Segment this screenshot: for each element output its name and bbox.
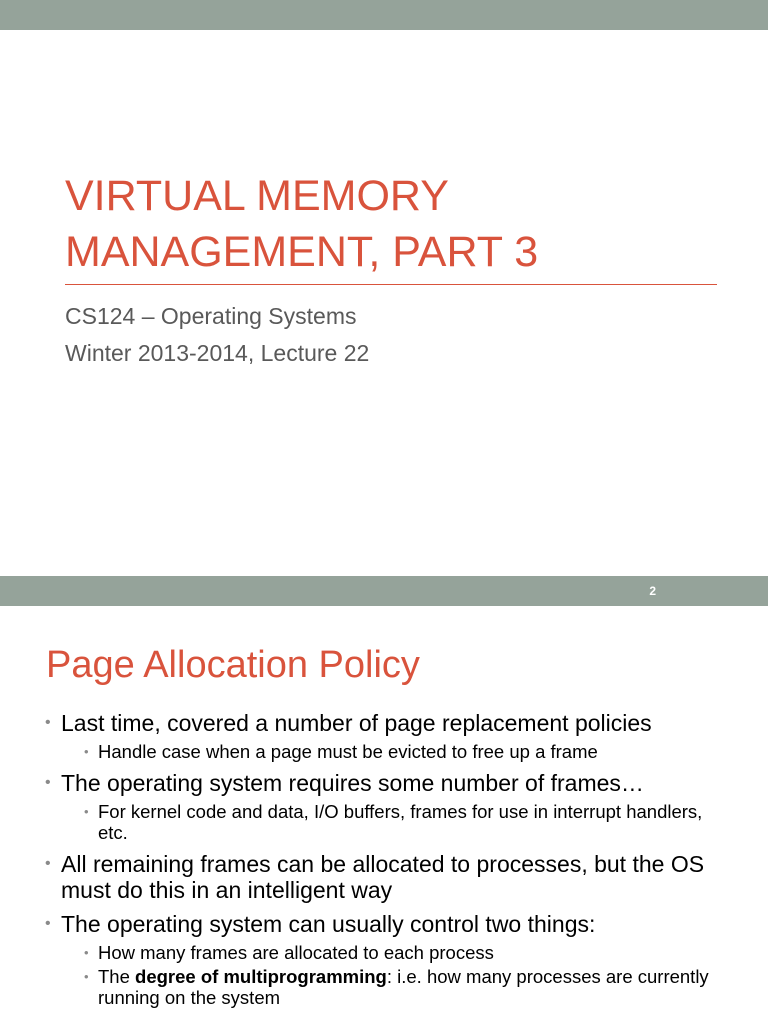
bullet-list — [44, 710, 734, 1008]
lecture-info: Winter 2013-2014, Lecture 22 — [65, 340, 370, 366]
slide-heading: Page Allocation Policy — [46, 644, 420, 686]
slide-subtitle — [65, 298, 369, 372]
sub-bullet-item: • Handle case when a page must be evicted to free up a frame — [84, 741, 734, 762]
bullet-item: • The operating system requires some number of frames… — [44, 770, 734, 796]
title-slide — [0, 30, 768, 576]
slide-header-band — [0, 0, 768, 30]
slide-title — [65, 168, 705, 280]
sub-bullet-item — [84, 966, 734, 1008]
sub-bullet-prefix: The — [98, 966, 136, 987]
course-name: CS124 – Operating Systems — [65, 303, 357, 329]
bullet-item: • Last time, covered a number of page replacement policies — [44, 710, 734, 736]
sub-bullet-item: • How many frames are allocated to each process — [84, 942, 734, 963]
sub-bullet-item: • For kernel code and data, I/O buffers, frames for use in interrupt handlers, etc. — [84, 801, 734, 843]
sub-bullet-suffix: : i.e. how many processes are currently running on the system — [98, 966, 709, 1008]
slide-title-line-1: VIRTUAL MEMORY — [65, 172, 449, 220]
content-slide — [0, 606, 768, 1024]
title-divider — [65, 284, 717, 285]
bullet-item: • All remaining frames can be allocated to processes, but the OS must do this in an intelligent way — [44, 851, 734, 903]
bullet-item: • The operating system can usually control two things: — [44, 911, 734, 937]
slide-header-band — [0, 576, 768, 606]
sub-bullet-emphasis: degree of multiprogramming — [135, 966, 387, 987]
slide-title-line-2: MANAGEMENT, PART 3 — [65, 228, 539, 276]
slide-number: 2 — [649, 584, 656, 598]
